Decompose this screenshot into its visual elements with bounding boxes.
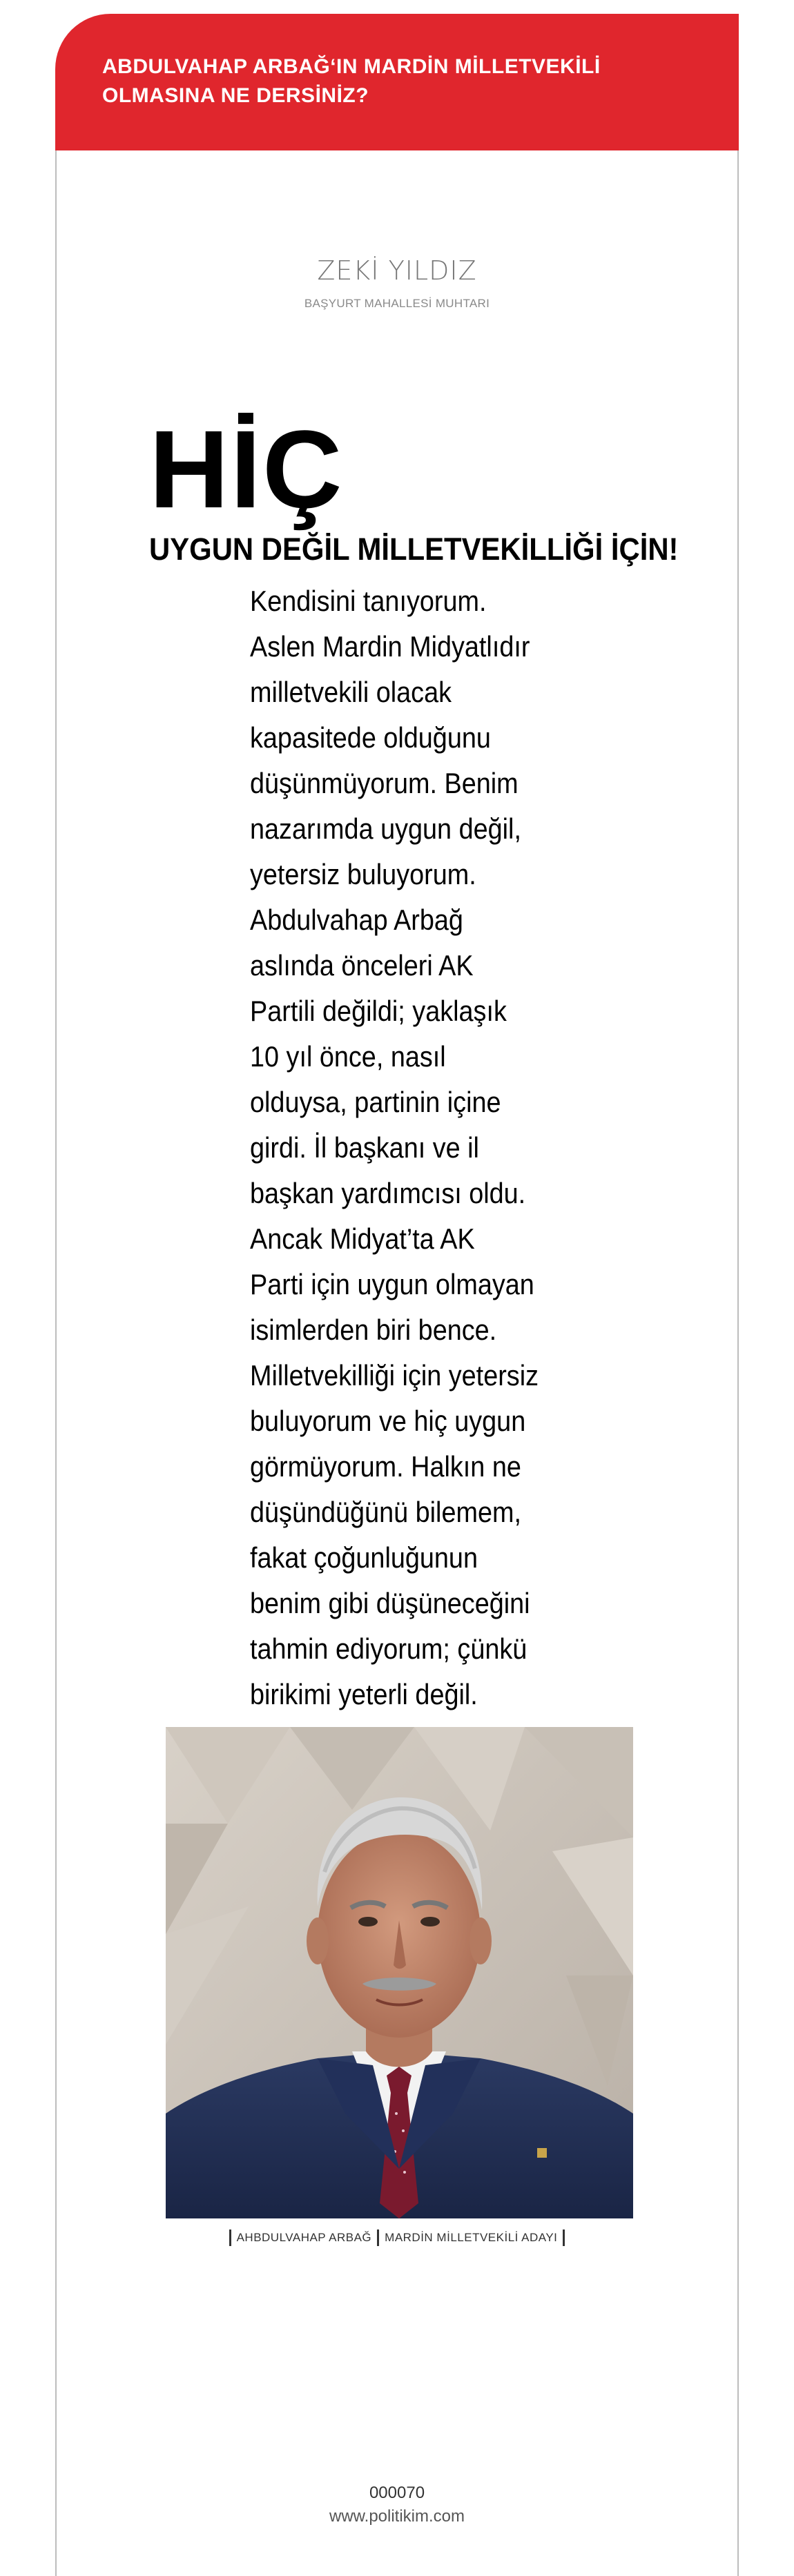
body-line: görmüyorum. Halkın ne — [250, 1450, 521, 1483]
body-line: 10 yıl önce, nasıl — [250, 1040, 446, 1073]
page-frame-right-border — [737, 142, 739, 2576]
answer-headline: HİÇ — [149, 407, 344, 531]
photo-caption — [0, 2229, 794, 2246]
body-line: nazarımda uygun değil, — [250, 812, 521, 845]
question-title-line-1: ABDULVAHAP ARBAĞ‘IN MARDİN MİLLETVEKİLİ — [102, 55, 601, 78]
body-line: kapasitede olduğunu — [250, 721, 491, 754]
caption-divider — [229, 2229, 231, 2246]
answer-body — [250, 578, 581, 1717]
answer-subheadline: UYGUN DEĞİL MİLLETVEKİLLİĞİ İÇİN! — [149, 531, 679, 567]
body-line: olduysa, partinin içine — [250, 1086, 501, 1118]
body-line: Abdulvahap Arbağ — [250, 904, 463, 936]
caption-title: MARDİN MİLLETVEKİLİ ADAYI — [385, 2231, 558, 2244]
body-line: fakat çoğunluğunun — [250, 1541, 478, 1574]
body-line: girdi. İl başkanı ve il — [250, 1131, 479, 1164]
body-line: Parti için uygun olmayan — [250, 1268, 534, 1300]
body-line: Aslen Mardin Midyatlıdır — [250, 630, 530, 663]
body-line: milletvekili olacak — [250, 676, 452, 708]
body-line: birikimi yeterli değil. — [250, 1678, 478, 1710]
body-line: yetersiz buluyorum. — [250, 858, 476, 890]
respondent-name: ZEKİ YILDIZ — [317, 255, 477, 286]
question-header — [55, 14, 739, 150]
portrait-illustration — [166, 1727, 633, 2218]
body-line: başkan yardımcısı oldu. — [250, 1177, 526, 1209]
body-line: aslında önceleri AK — [250, 949, 474, 982]
respondent-role: BAŞYURT MAHALLESİ MUHTARI — [304, 297, 490, 310]
caption-divider — [563, 2229, 565, 2246]
body-line: Ancak Midyat’ta AK — [250, 1222, 475, 1255]
caption-divider — [377, 2229, 379, 2246]
body-line: tahmin ediyorum; çünkü — [250, 1632, 527, 1665]
question-title-line-2: OLMASINA NE DERSİNİZ? — [102, 84, 369, 107]
page-frame-left-border — [55, 142, 57, 2576]
website-url: www.politikim.com — [329, 2507, 465, 2526]
candidate-portrait-photo — [166, 1727, 633, 2218]
body-line: düşündüğünü bilemem, — [250, 1496, 521, 1528]
body-line: Milletvekilliği için yetersiz — [250, 1359, 539, 1392]
page-number: 000070 — [369, 2484, 425, 2502]
body-line: Partili değildi; yaklaşık — [250, 995, 507, 1027]
caption-name: AHBDULVAHAP ARBAĞ — [236, 2231, 372, 2244]
body-line: buluyorum ve hiç uygun — [250, 1405, 526, 1437]
body-line: düşünmüyorum. Benim — [250, 767, 519, 799]
body-line: benim gibi düşüneceğini — [250, 1587, 530, 1619]
body-line: Kendisini tanıyorum. — [250, 585, 487, 617]
body-line: isimlerden biri bence. — [250, 1314, 497, 1346]
question-title — [102, 52, 697, 110]
